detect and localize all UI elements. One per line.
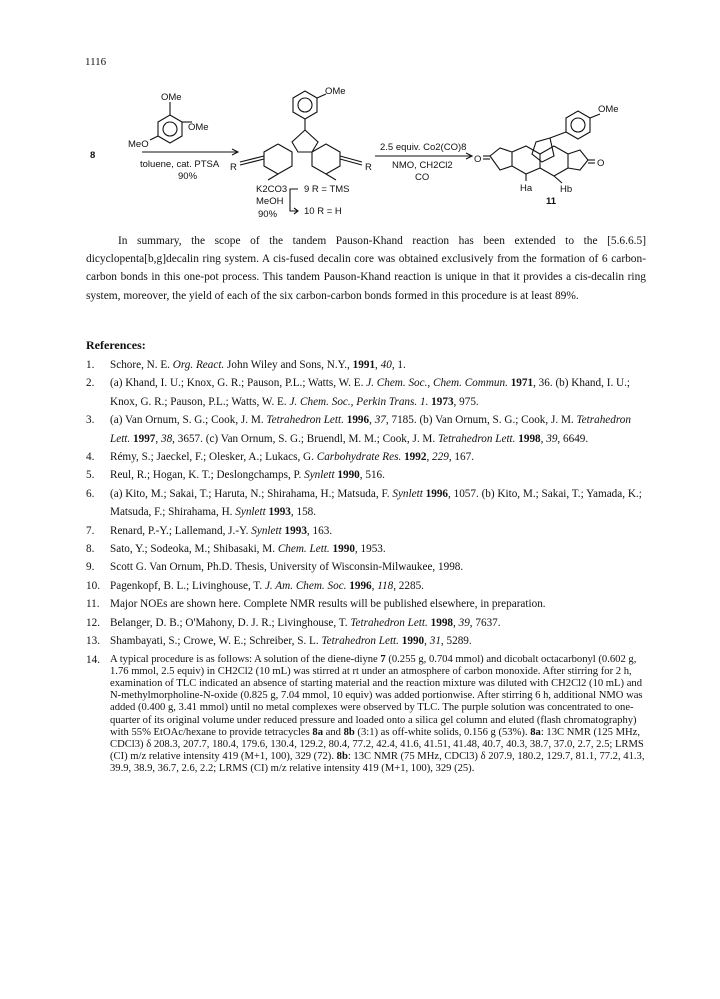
reagent2-co: CO bbox=[415, 172, 430, 183]
reagent-ome-label-2: OMe bbox=[188, 122, 209, 133]
intermediate-r-right: R bbox=[365, 162, 372, 173]
intermediate-r-left: R bbox=[230, 162, 237, 173]
reference-text: (a) Khand, I. U.; Knox, G. R.; Pauson, P.L.; Watts, W. E. J. Chem. Soc., Chem. Commun. 1971, 36. (b) Khand, I. U.; Knox, G. R.; Pauson, P.L.; Watts, W. E. J. Chem. Soc., Perkin Trans. 1. 1973, 975. bbox=[110, 377, 631, 408]
reference-item bbox=[86, 632, 652, 650]
intermediate-ome-label: OMe bbox=[325, 86, 346, 97]
reagent2-conditions: 2.5 equiv. Co2(CO)8 bbox=[380, 142, 467, 153]
reference-number: 5. bbox=[86, 469, 95, 482]
product-compound-label: 11 bbox=[546, 196, 557, 207]
product-carbonyl-o-right: O bbox=[597, 158, 605, 169]
deprotection-bracket bbox=[290, 189, 298, 211]
reference-text: Pagenkopf, B. L.; Livinghouse, T. J. Am. Chem. Soc. 1996, 118, 2285. bbox=[110, 579, 424, 592]
product-cyclopentenone-left bbox=[490, 148, 512, 170]
reagent-aromatic-circle bbox=[163, 122, 177, 136]
product-h-b-bond bbox=[554, 176, 562, 183]
intermediate-alkyne-left-2 bbox=[240, 159, 264, 165]
reference-number: 4. bbox=[86, 451, 95, 464]
references-heading: References: bbox=[86, 338, 146, 352]
reference-text: (a) Van Ornum, S. G.; Cook, J. M. Tetrahedron Lett. 1996, 37, 7185. (b) Van Ornum, S. G.; Cook, J. M. Tetrahedron Lett. 1997, 38, 3657. (c) Van Ornum, S. G.; Bruendl, M. M.; Cook, J. M. Tetrahedron Lett. 1998, 39, 6649. bbox=[110, 414, 631, 445]
reference-number: 2. bbox=[86, 377, 95, 390]
references-list bbox=[86, 356, 652, 776]
reference-text: (a) Kito, M.; Sakai, T.; Haruta, N.; Shirahama, H.; Matsuda, F. Synlett 1996, 1057. (b) Kito, M.; Sakai, T.; Yamada, K.; Matsuda, F.; Shirahama, H. Synlett 1993, 158. bbox=[110, 487, 642, 519]
product-benzene-ring bbox=[566, 111, 590, 139]
reference-number: 11. bbox=[86, 598, 100, 611]
intermediate-vinyl-left bbox=[268, 174, 278, 180]
reference-text: Belanger, D. B.; O'Mahony, D. J. R.; Livinghouse, T. Tetrahedron Lett. 1998, 39, 7637. bbox=[110, 616, 501, 629]
page-number: 1116 bbox=[85, 56, 107, 68]
intermediate-alkyne-right-1 bbox=[340, 156, 362, 162]
reference-item bbox=[86, 374, 652, 411]
product-aromatic-circle bbox=[571, 118, 585, 132]
reference-number: 12. bbox=[86, 616, 100, 629]
reference-item bbox=[86, 411, 652, 448]
reagent-meo-label: MeO bbox=[128, 139, 149, 150]
product-ome-label: OMe bbox=[598, 104, 619, 115]
reference-text: Schore, N. E. Org. React. John Wiley and Sons, N.Y., 1991, 40, 1. bbox=[110, 359, 406, 371]
reference-item bbox=[86, 614, 652, 632]
reference-number: 14. bbox=[86, 653, 100, 666]
compound-9-label: 9 R = TMS bbox=[304, 184, 350, 195]
product-carbonyl-o-left: O bbox=[474, 154, 482, 165]
reference-item bbox=[86, 466, 652, 484]
intermediate-decalin-2 bbox=[312, 144, 340, 174]
deprotection-solvent: MeOH bbox=[256, 196, 284, 207]
reference-text: Major NOEs are shown here. Complete NMR results will be published elsewhere, in preparation. bbox=[110, 598, 546, 611]
reference-item bbox=[86, 558, 652, 576]
reagent-bond-meo bbox=[150, 136, 158, 140]
reference-number: 9. bbox=[86, 561, 95, 574]
reference-number: 1. bbox=[86, 359, 95, 371]
intermediate-vinyl-right bbox=[326, 174, 336, 180]
reference-number: 13. bbox=[86, 635, 100, 648]
reagent-benzene-ring bbox=[158, 115, 182, 143]
reference-text: Rémy, S.; Jaeckel, F.; Olesker, A.; Lukacs, G. Carbohydrate Res. 1992, 229, 167. bbox=[110, 451, 474, 464]
reference-number: 7. bbox=[86, 524, 95, 537]
reference-item bbox=[86, 595, 652, 613]
reference-number: 8. bbox=[86, 543, 95, 556]
reagent-ome-label: OMe bbox=[161, 92, 182, 103]
product-bond-acetal bbox=[550, 132, 566, 138]
intermediate-alkyne-left-1 bbox=[240, 156, 264, 162]
reference-text: A typical procedure is as follows: A solution of the diene-diyne 7 (0.255 g, 0.704 mmol) and dicobalt octacarbonyl (0.602 g, 1.76 mmol, 2.5 equiv) in CH2Cl2 (10 mL) was stirred at rt under an atmosphere of carbon monoxide. After stirring for 2 h, examination of TLC indicated an absence of starting material and the reaction mixture was diluted with CH2Cl2 (10 mL) and N-methylmorpholine-N-oxide (0.825 g, 7.04 mmol, 10 equiv) was added portionwise. After stirring 6 h, additional NMO was added (0.400 g, 3.41 mmol) until no metal complexes were observed by TLC. The purple solution was concentrated to one-quarter of its original volume under reduced pressure and loaded onto a silica gel column and eluted (flash chromatography) with 55% EtOAc/hexane to provide tetracycles 8a and 8b (3:1) as off-white solids, 0.156 g (53%). 8a: 13C NMR (125 MHz, CDCl3) δ 208.3, 207.7, 180.4, 179.6, 130.4, 129.2, 80.4, 77.2, 42.4, 41.6, 41.51, 41.48, 40.7, 40.3, 38.7, 37.0, 2.7, 2.5; LRMS (CI) m/z relative intensity 419 (M+1, 100), 329 (72). 8b: 13C NMR (75 MHz, CDCl3) δ 207.9, 180.2, 129.7, 81.1, 77.2, 41.3, 39.9, 38.9, 36.7, 2.6, 2.2; LRMS (CI) m/z relative intensity 419 (M+1, 100), 329 (25). bbox=[110, 653, 645, 775]
reference-item bbox=[86, 485, 652, 522]
reference-text: Sato, Y.; Sodeoka, M.; Shibasaki, M. Chem. Lett. 1990, 1953. bbox=[110, 543, 386, 556]
reference-item bbox=[86, 577, 652, 595]
product-cyclopentenone-right bbox=[568, 150, 588, 170]
reference-item bbox=[86, 356, 652, 374]
reference-text: Reul, R.; Hogan, K. T.; Deslongchamps, P. Synlett 1990, 516. bbox=[110, 469, 385, 482]
reagent1-conditions: toluene, cat. PTSA bbox=[140, 159, 220, 170]
reference-item bbox=[86, 522, 652, 540]
reference-item bbox=[86, 540, 652, 558]
reference-number: 6. bbox=[86, 487, 95, 500]
reference-number: 10. bbox=[86, 579, 100, 592]
summary-paragraph: In summary, the scope of the tandem Pauson-Khand reaction has been extended to the [5.6.6.5] dicyclopenta[b,g]decalin ring system. A cis-fused decalin core was obtained exclusively from the formation of 6 carbon-carbon bonds in this one-pot process. This tandem Pauson-Khand reaction is unique in that it provides a cis-decalin ring system, moreover, the yield of each of the six carbon-carbon bonds formed in this procedure is at least 89%. bbox=[86, 235, 646, 302]
intermediate-alkyne-right-2 bbox=[340, 159, 362, 165]
reference-item bbox=[86, 651, 652, 776]
reaction-scheme bbox=[80, 80, 660, 222]
deprotection-reagent: K2CO3 bbox=[256, 184, 288, 195]
product-h-b-label: Hb bbox=[560, 184, 573, 195]
reference-text: Shambayati, S.; Crowe, W. E.; Schreiber, S. L. Tetrahedron Lett. 1990, 31, 5289. bbox=[110, 635, 472, 648]
intermediate-aromatic-circle bbox=[298, 98, 312, 112]
intermediate-benzene-ring bbox=[293, 91, 317, 119]
reference-text: Renard, P.-Y.; Lallemand, J.-Y. Synlett 1993, 163. bbox=[110, 524, 333, 537]
intermediate-acetal-ring bbox=[292, 130, 318, 152]
reference-item bbox=[86, 448, 652, 466]
product-acetal-ring bbox=[532, 138, 554, 162]
deprotection-yield: 90% bbox=[258, 209, 278, 220]
product-ring-2 bbox=[512, 146, 540, 174]
product-h-a-label: Ha bbox=[520, 183, 533, 194]
start-compound-label: 8 bbox=[90, 150, 96, 161]
reference-text: Scott G. Van Ornum, Ph.D. Thesis, University of Wisconsin-Milwaukee, 1998. bbox=[110, 561, 464, 574]
reference-number: 3. bbox=[86, 414, 95, 427]
compound-10-label: 10 R = H bbox=[304, 206, 342, 217]
reagent2-solvent: NMO, CH2Cl2 bbox=[392, 160, 453, 171]
reagent1-yield: 90% bbox=[178, 171, 198, 182]
intermediate-decalin bbox=[264, 144, 292, 174]
